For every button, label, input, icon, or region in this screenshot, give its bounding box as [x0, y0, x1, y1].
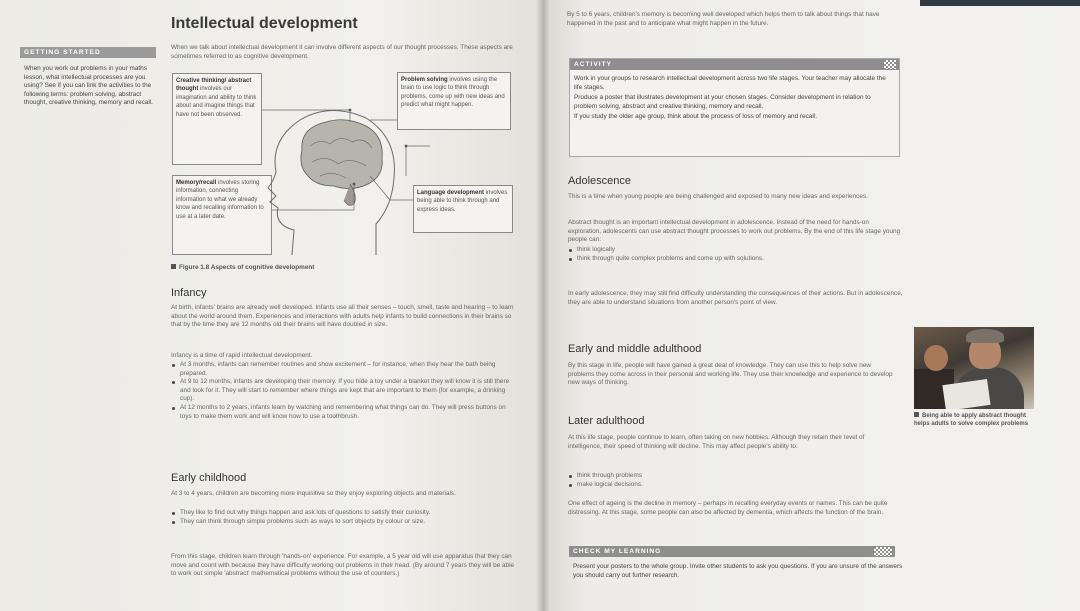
infancy-paragraph-2: Infancy is a time of rapid intellectual development.	[171, 352, 313, 359]
creative-thinking-title: Creative thinking/ abstract thought	[176, 78, 252, 93]
head-brain-illustration	[170, 80, 430, 260]
page-edge	[920, 0, 1080, 6]
intro-paragraph: When we talk about intellectual development it can involve different aspects of our thought processes. These aspects are sometimes referred to as cognitive development.	[171, 44, 513, 60]
list-item: They like to find out why things happen and ask lots of questions to satisfy their curiosity.	[171, 509, 511, 518]
list-item: think through quite complex problems and come up with solutions.	[568, 255, 903, 264]
early-middle-adulthood-heading: Early and middle adulthood	[568, 343, 702, 355]
early-childhood-heading: Early childhood	[171, 472, 247, 484]
activity-label: ACTIVITY	[570, 59, 899, 70]
later-adulthood-heading: Later adulthood	[568, 415, 645, 427]
later-adulthood-paragraph-1: At this life stage, people continue to learn, often taking on new hobbies. Although they retain their level of intelligence, their speed of thinking will decline. This may affect people's ability to:	[568, 434, 865, 450]
memory-recall-text: involves storing information, connecting information to what we already know and recalling information to use at a later date.	[176, 180, 264, 220]
page-title: Intellectual development	[171, 15, 358, 32]
infancy-heading: Infancy	[171, 287, 207, 299]
problem-solving-text: involves using the brain to use logic to think through problems, come up with new ideas and predict what might happen.	[401, 77, 505, 109]
adults-working-photo	[914, 327, 1034, 409]
infancy-paragraph-1: At birth, infants' brains are already well developed. Infants use all their senses – touch, smell, taste and hearing – to learn about the world around them. Experiences and interactions with adults help infants to build connections in their brains so that by the time they are 12 months old their brains will have doubled in size.	[171, 304, 514, 329]
early-childhood-bullet-list	[171, 509, 511, 526]
check-my-learning-label: CHECK MY LEARNING	[569, 546, 895, 557]
adolescence-paragraph-1: This is a time when young people are being challenged and exposed to many new ideas and experiences.	[568, 193, 868, 200]
check-my-learning-text: Present your posters to the whole group. Invite other students to ask you questions. If you are unsure of the answers you should carry out further research.	[573, 563, 903, 579]
language-development-text: involves being able to think through and express ideas.	[417, 190, 508, 213]
adolescence-bullet-list	[568, 246, 903, 263]
list-item: make logical decisions.	[568, 481, 898, 490]
memory-development-paragraph: By 5 to 6 years, children's memory is becoming well developed which helps them to talk about things that have happened in the past and to anticipate what might happen in the future.	[567, 11, 880, 27]
pixel-pattern-icon	[884, 60, 896, 69]
getting-started-text: When you work out problems in your maths lesson, what intellectual processes are you using? See if you can link the activities to the following terms: problem solving, abstract thought, creative thinking, memory and recall.	[24, 65, 153, 107]
later-adulthood-bullet-list	[568, 472, 898, 489]
language-development-title: Language development	[417, 190, 485, 196]
creative-thinking-text: involves our imagination and ability to think about and imagine things that have not been observed.	[176, 86, 257, 118]
early-childhood-paragraph-2: From this stage, children learn through 'hands-on' experience. For example, a 5 year old will use apparatus that they can move and count with because they have difficulty working out problems in their head. (By around 7 years they will be able to work out simple 'abstract' mathematical problems without the use of counters.)	[171, 553, 515, 578]
memory-recall-title: Memory/recall	[176, 180, 217, 186]
list-item: At 12 months to 2 years, infants learn by watching and remembering what things can do. They will press buttons on toys to make them work and will know how to use a toothbrush.	[171, 404, 511, 421]
activity-text-1: Work in your groups to research intellectual development across two life stages. Your teacher may allocate the life stages.	[574, 75, 886, 91]
figure-caption: Figure 1.8 Aspects of cognitive development	[171, 264, 314, 271]
early-childhood-paragraph-1: At 3 to 4 years, children are becoming more inquisitive so they enjoy exploring objects and materials.	[171, 490, 456, 497]
photo-caption: Being able to apply abstract thought helps adults to solve complex problems	[914, 413, 1029, 427]
activity-text-2: Produce a poster that illustrates development at your chosen stages. Consider development in relation to problem solving, abstract and creative thinking, memory and recall.	[574, 94, 871, 110]
list-item: They can think through simple problems such as ways to sort objects by colour or size.	[171, 518, 511, 527]
list-item: think logically	[568, 246, 903, 255]
adolescence-paragraph-2: Abstract thought is an important intellectual development in adolescence. Instead of the need for hands-on exploration, adolescents can use abstract thought processes to work out problems. By the end of this life stage young people can:	[568, 219, 901, 244]
list-item: At 9 to 12 months, infants are developing their memory. If you hide a toy under a blanket they will know it is still there and look for it. They will start to remember where things are kept that are important to them (for example, a drinking cup).	[171, 378, 511, 404]
getting-started-label: GETTING STARTED	[20, 47, 156, 58]
problem-solving-title: Problem solving	[401, 77, 448, 83]
early-middle-adulthood-paragraph: By this stage in life, people will have gained a great deal of knowledge. They can use this to help solve new problems they come across in their personal and working life. They use their knowledge and experience to develop new ways of thinking.	[568, 362, 893, 387]
adolescence-heading: Adolescence	[568, 175, 631, 187]
list-item: think through problems	[568, 472, 898, 481]
activity-text-3: If you study the older age group, think about the process of loss of memory and recall.	[574, 113, 817, 121]
activity-box	[569, 58, 900, 157]
infancy-bullet-list	[171, 361, 511, 421]
list-item: At 3 months, infants can remember routines and show excitement – for instance, when they hear the bath being prepared.	[171, 361, 511, 378]
adolescence-paragraph-3: In early adolescence, they may still find difficulty understanding the consequences of their actions. But in adolescence, they are able to understand situations from another person's point of view.	[568, 290, 903, 306]
later-adulthood-paragraph-2: One effect of ageing is the decline in memory – perhaps in recalling everyday events or names. This can be quite distressing. At this stage, some people can also be affected by dementia, which affects the function of the brain.	[568, 500, 888, 516]
pixel-pattern-icon	[874, 547, 892, 556]
book-gutter	[536, 0, 550, 611]
